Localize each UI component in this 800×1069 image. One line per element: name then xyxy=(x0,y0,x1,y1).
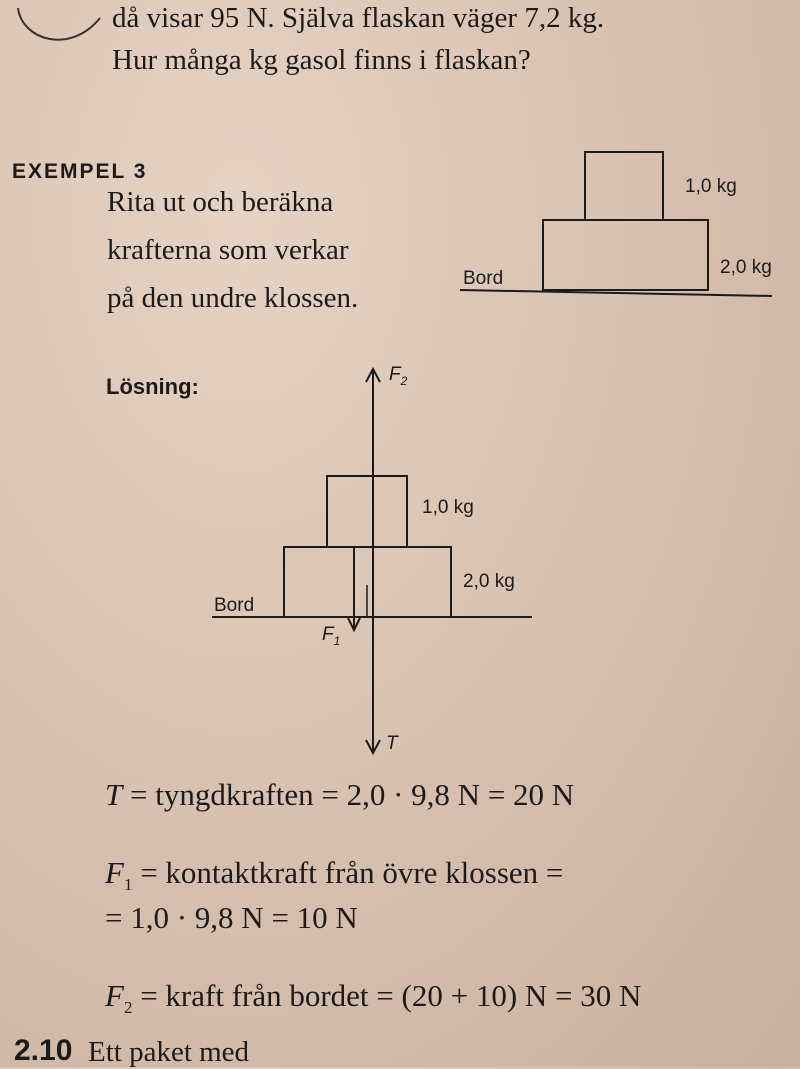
previous-problem-line-2: Hur många kg gasol finns i flaskan? xyxy=(112,44,531,76)
next-problem-text: Ett paket med xyxy=(88,1036,250,1068)
example-task-line-2: krafterna som verkar xyxy=(107,234,349,266)
example-task-line-1: Rita ut och beräkna xyxy=(107,186,334,218)
equation-t: T = tyngdkraften = 2,0 · 9,8 N = 20 N xyxy=(105,777,575,812)
example-task-line-3: på den undre klossen. xyxy=(107,282,359,314)
f2-label: $F_2$ xyxy=(389,364,408,388)
diagram-table-label: Bord xyxy=(214,595,255,616)
previous-problem-line-1: då visar 95 N. Själva flaskan väger 7,2 kg. xyxy=(112,2,605,34)
example-heading: EXEMPEL 3 xyxy=(12,160,148,183)
solution-heading: Lösning: xyxy=(106,374,199,399)
t-label: T xyxy=(386,733,398,754)
example-top-mass-label: 1,0 kg xyxy=(685,176,737,197)
example-table-label: Bord xyxy=(463,268,504,289)
equation-f1: $F_1$ = kontaktkraft från övre klossen = xyxy=(105,855,564,895)
example-bottom-mass-label: 2,0 kg xyxy=(720,257,772,278)
diagram-top-mass-label: 1,0 kg xyxy=(422,497,474,518)
f1-label: $F_1$ xyxy=(322,624,341,648)
equation-f2: $F_2$ = kraft från bordet = (20 + 10) N = 30 N xyxy=(105,978,642,1018)
diagram-bottom-mass-label: 2,0 kg xyxy=(463,571,515,592)
next-problem-number: 2.10 xyxy=(14,1034,73,1067)
diagram-top-block xyxy=(327,476,407,547)
equation-f1-continued: = 1,0 · 9,8 N = 10 N xyxy=(105,900,358,935)
